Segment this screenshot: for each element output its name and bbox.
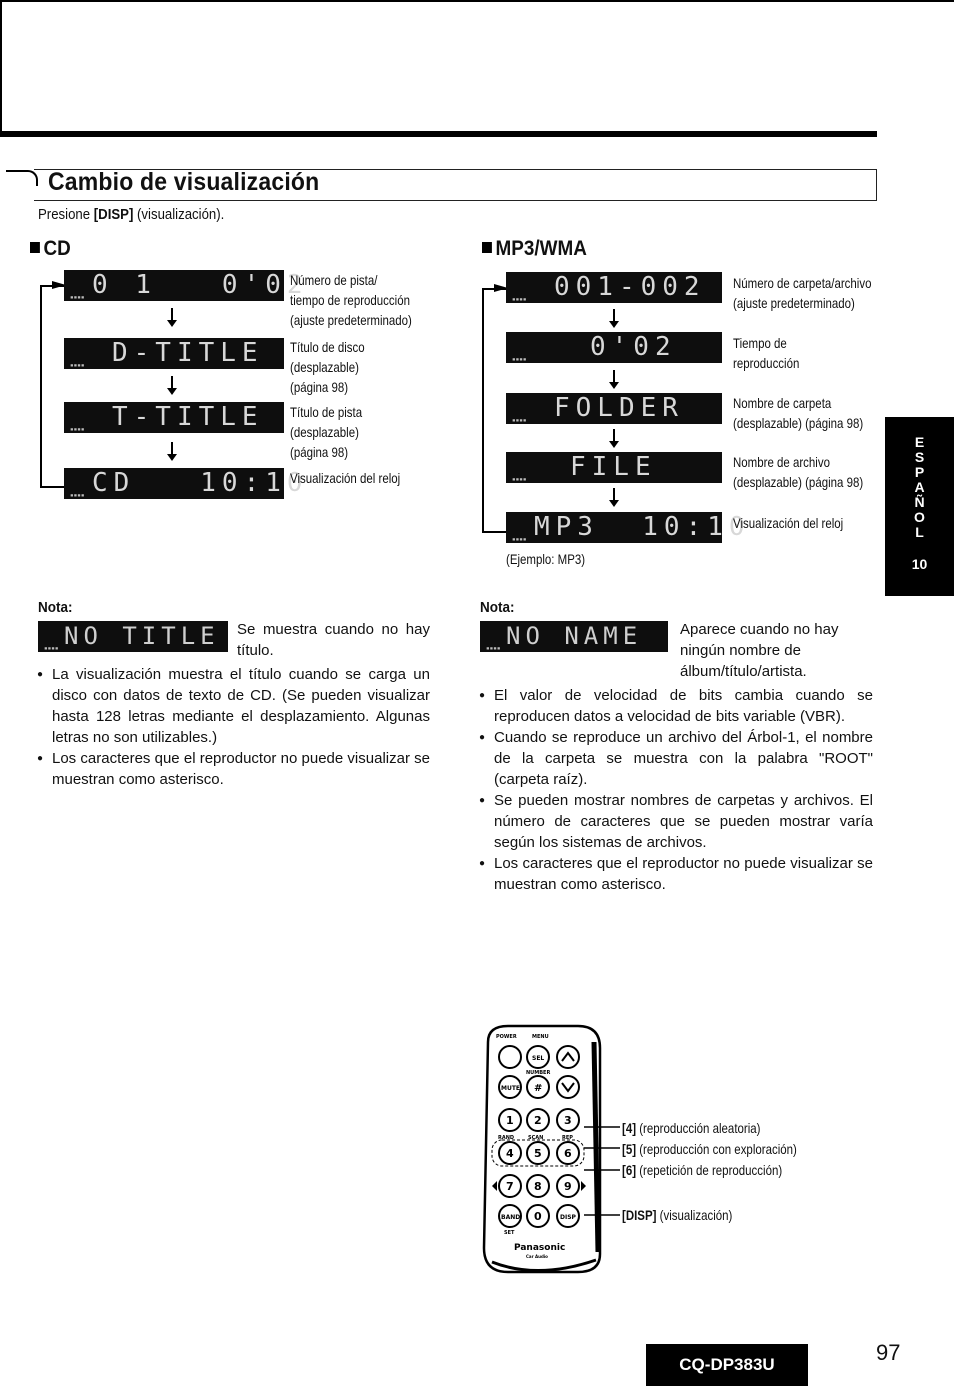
cd-desc-3-line: (desplazable) bbox=[290, 424, 359, 440]
note-right-label: Nota: bbox=[480, 599, 515, 616]
lcd-tag-icon: ▪▪▪▪ bbox=[512, 417, 527, 424]
remote-sub-brand: Car Audio bbox=[526, 1254, 548, 1259]
heading-square-icon bbox=[482, 242, 492, 253]
remote-label-text: (visualización) bbox=[656, 1207, 733, 1223]
mp3-display-4-text: FILE bbox=[570, 452, 657, 482]
note-right-lcd bbox=[480, 621, 668, 652]
digit-9-icon: 9 bbox=[564, 1180, 572, 1193]
remote-label-disp bbox=[622, 1205, 732, 1225]
cd-desc-2-line: (página 98) bbox=[290, 379, 349, 395]
left-frame-line bbox=[0, 0, 2, 136]
list-item: ● Los caracteres que el reproductor no puede visualizar se muestran como asterisco. bbox=[37, 748, 430, 790]
digit-5-icon: 5 bbox=[534, 1147, 542, 1160]
cd-desc-2-line: (desplazable) bbox=[290, 359, 359, 375]
lcd-tag-icon: ▪▪▪▪ bbox=[512, 296, 527, 303]
remote-scan-label: SCAN bbox=[528, 1135, 544, 1141]
cd-display-2 bbox=[64, 338, 284, 369]
cd-desc-3 bbox=[290, 402, 362, 462]
remote-band-label: BAND bbox=[501, 1214, 521, 1221]
remote-label-text: (reproducción con exploración) bbox=[636, 1141, 797, 1157]
digit-1-icon: 1 bbox=[506, 1114, 514, 1127]
mp3-desc-3-line: (desplazable) (página 98) bbox=[733, 415, 864, 431]
cd-display-1-text: 0 1 0'02 bbox=[92, 270, 309, 300]
header-band bbox=[0, 131, 877, 137]
intro-prefix: Presione bbox=[38, 206, 94, 223]
down-arrow-icon bbox=[607, 429, 621, 449]
side-tab-letter: A bbox=[914, 479, 925, 495]
mp3-example-caption: (Ejemplo: MP3) bbox=[506, 551, 586, 567]
cd-heading bbox=[30, 237, 71, 261]
digit-4-icon: 4 bbox=[506, 1147, 514, 1160]
mp3-desc-3-line: Nombre de carpeta bbox=[733, 395, 832, 411]
remote-sel-label: SEL bbox=[532, 1055, 545, 1062]
remote-label-6 bbox=[622, 1160, 782, 1180]
mp3-desc-1-line: (ajuste predeterminado) bbox=[733, 295, 855, 311]
digit-2-icon: 2 bbox=[534, 1114, 542, 1127]
intro-suffix: (visualización). bbox=[133, 206, 225, 223]
remote-down-button[interactable] bbox=[557, 1076, 579, 1098]
down-arrow-icon bbox=[607, 370, 621, 390]
remote-disp-label: DISP bbox=[560, 1214, 576, 1221]
cd-heading-label: CD bbox=[43, 237, 71, 260]
heading-square-icon bbox=[30, 242, 40, 253]
mp3-desc-5-line: Visualización del reloj bbox=[733, 515, 844, 531]
remote-label-key: [5] bbox=[622, 1141, 637, 1157]
cd-display-1 bbox=[64, 270, 309, 301]
down-arrow-icon bbox=[165, 308, 179, 328]
lcd-tag-icon: ▪▪▪▪ bbox=[70, 426, 85, 433]
note-right-bullets bbox=[479, 685, 873, 895]
note-left-label: Nota: bbox=[38, 599, 73, 616]
remote-menu-label: MENU bbox=[532, 1034, 549, 1040]
mp3-desc-1-line: Número de carpeta/archivo bbox=[733, 275, 872, 291]
mp3-desc-2 bbox=[733, 333, 799, 373]
down-arrow-icon bbox=[607, 309, 621, 329]
side-tab-page: 10 bbox=[911, 556, 928, 572]
list-item: ● Cuando se reproduce un archivo del Árbol-1, el nombre de la carpeta se muestra con la palabra "ROOT" (carpeta raíz). bbox=[479, 727, 873, 790]
mp3-display-1 bbox=[506, 272, 722, 303]
intro-key: [DISP] bbox=[93, 206, 134, 223]
footer-model: CQ-DP383U bbox=[646, 1344, 808, 1386]
mp3-desc-2-line: reproducción bbox=[733, 355, 800, 371]
cd-display-2-text: D-TITLE bbox=[112, 338, 264, 368]
cd-display-3 bbox=[64, 402, 284, 433]
cd-display-3-text: T-TITLE bbox=[112, 402, 264, 432]
lcd-tag-icon: ▪▪▪▪ bbox=[486, 645, 501, 652]
mp3-desc-5 bbox=[733, 513, 843, 533]
intro-text bbox=[38, 206, 224, 223]
down-arrow-icon bbox=[165, 376, 179, 396]
remote-label-4 bbox=[622, 1118, 760, 1138]
mp3-display-5-text: MP3 10:10 bbox=[534, 512, 751, 542]
cd-desc-1 bbox=[290, 270, 412, 330]
top-rule bbox=[0, 0, 954, 2]
lcd-tag-icon: ▪▪▪▪ bbox=[512, 356, 527, 363]
lcd-tag-icon: ▪▪▪▪ bbox=[70, 492, 85, 499]
remote-label-5 bbox=[622, 1139, 797, 1159]
cd-desc-4 bbox=[290, 468, 400, 488]
cd-desc-2 bbox=[290, 337, 365, 397]
mp3-desc-3 bbox=[733, 393, 863, 433]
side-tab-letter: Ñ bbox=[914, 494, 925, 510]
remote-rep-label: REP bbox=[562, 1135, 573, 1141]
cd-desc-3-line: (página 98) bbox=[290, 444, 349, 460]
cd-display-4-text: CD 10:10 bbox=[92, 468, 309, 498]
page-number: 97 bbox=[876, 1340, 901, 1365]
mp3-cycle-bracket bbox=[482, 288, 508, 533]
note-left-caption: Se muestra cuando no hay título. bbox=[237, 621, 430, 659]
lcd-tag-icon: ▪▪▪▪ bbox=[70, 294, 85, 301]
lcd-tag-icon: ▪▪▪▪ bbox=[70, 362, 85, 369]
language-side-tab bbox=[885, 417, 954, 596]
digit-3-icon: 3 bbox=[564, 1114, 572, 1127]
note-right-caption: Aparece cuando no hay ningún nombre de álbum/título/artista. bbox=[680, 621, 839, 680]
remote-power-label: POWER bbox=[496, 1034, 517, 1040]
note-right-lcd-text: NO NAME bbox=[506, 622, 643, 650]
remote-brand: Panasonic bbox=[514, 1243, 566, 1253]
list-item: ● Los caracteres que el reproductor no puede visualizar se muestran como asterisco. bbox=[479, 853, 873, 895]
mp3-display-3 bbox=[506, 393, 722, 424]
mp3-desc-4-line: (desplazable) (página 98) bbox=[733, 474, 864, 490]
cd-cycle-bracket bbox=[40, 285, 66, 488]
side-tab-letter: E bbox=[914, 434, 925, 450]
down-arrow-icon bbox=[165, 442, 179, 462]
cd-display-4 bbox=[64, 468, 309, 499]
mp3-display-2-text: 0'02 bbox=[590, 332, 677, 362]
remote-rand-label: RAND bbox=[498, 1135, 515, 1141]
side-tab-letter: P bbox=[914, 464, 925, 480]
mp3-display-1-text: 001-002 bbox=[554, 272, 706, 302]
mp3-display-4 bbox=[506, 452, 722, 483]
cd-desc-3-line: Título de pista bbox=[290, 404, 363, 420]
mp3-desc-2-line: Tiempo de bbox=[733, 335, 787, 351]
cd-desc-2-line: Título de disco bbox=[290, 339, 365, 355]
remote-number-label: NUMBER bbox=[526, 1070, 551, 1076]
side-tab-letter: O bbox=[914, 509, 925, 525]
mp3-desc-4-line: Nombre de archivo bbox=[733, 454, 830, 470]
remote-set-label: SET bbox=[504, 1230, 515, 1236]
lcd-tag-icon: ▪▪▪▪ bbox=[44, 645, 59, 652]
digit-6-icon: 6 bbox=[564, 1147, 572, 1160]
side-tab-letter: S bbox=[914, 449, 925, 465]
list-item: ● El valor de velocidad de bits cambia cuando se reproducen datos a velocidad de bits variable (VBR). bbox=[479, 685, 873, 727]
mp3-desc-4 bbox=[733, 452, 863, 492]
side-tab-letter: L bbox=[915, 524, 924, 540]
digit-8-icon: 8 bbox=[534, 1180, 542, 1193]
remote-mute-label: MUTE bbox=[501, 1085, 521, 1092]
note-left-lcd-text: NO TITLE bbox=[64, 622, 220, 650]
remote-power-button[interactable] bbox=[499, 1046, 521, 1068]
mp3-heading bbox=[482, 237, 587, 261]
remote-up-button[interactable] bbox=[557, 1046, 579, 1068]
remote-label-text: (repetición de reproducción) bbox=[636, 1162, 783, 1178]
hash-icon: # bbox=[534, 1083, 543, 1094]
remote-label-key: [DISP] bbox=[622, 1207, 657, 1223]
mp3-display-5 bbox=[506, 512, 751, 543]
digit-0-icon: 0 bbox=[534, 1210, 542, 1223]
remote-leader-lines bbox=[584, 1125, 624, 1225]
remote-label-key: [4] bbox=[622, 1120, 637, 1136]
mp3-display-2 bbox=[506, 332, 722, 363]
side-tab-letters bbox=[885, 435, 954, 540]
list-item: ● La visualización muestra el título cuando se carga un disco con datos de texto de CD. (Se pueden visualizar hasta 128 letras mediante el desplazamiento. Algunas letras no son utilizables.) bbox=[37, 664, 430, 748]
mp3-desc-1 bbox=[733, 273, 871, 313]
cd-desc-4-line: Visualización del reloj bbox=[290, 470, 401, 486]
cd-desc-1-line: tiempo de reproducción bbox=[290, 292, 410, 308]
mp3-display-3-text: FOLDER bbox=[554, 393, 684, 423]
remote-label-key: [6] bbox=[622, 1162, 637, 1178]
note-left-bullets bbox=[37, 664, 430, 790]
section-title: Cambio de visualización bbox=[48, 168, 320, 196]
lcd-tag-icon: ▪▪▪▪ bbox=[512, 476, 527, 483]
cd-desc-1-line: (ajuste predeterminado) bbox=[290, 312, 412, 328]
list-item: ● Se pueden mostrar nombres de carpetas y archivos. El número de caracteres que se pueden mostrar varía según los sistemas de archivos. bbox=[479, 790, 873, 853]
cd-desc-1-line: Número de pista/ bbox=[290, 272, 378, 288]
digit-7-icon: 7 bbox=[506, 1180, 514, 1193]
mp3-heading-label: MP3/WMA bbox=[495, 237, 587, 260]
lcd-tag-icon: ▪▪▪▪ bbox=[512, 536, 527, 543]
down-arrow-icon bbox=[607, 488, 621, 508]
note-left-lcd bbox=[38, 621, 228, 652]
remote-label-text: (reproducción aleatoria) bbox=[636, 1120, 761, 1136]
